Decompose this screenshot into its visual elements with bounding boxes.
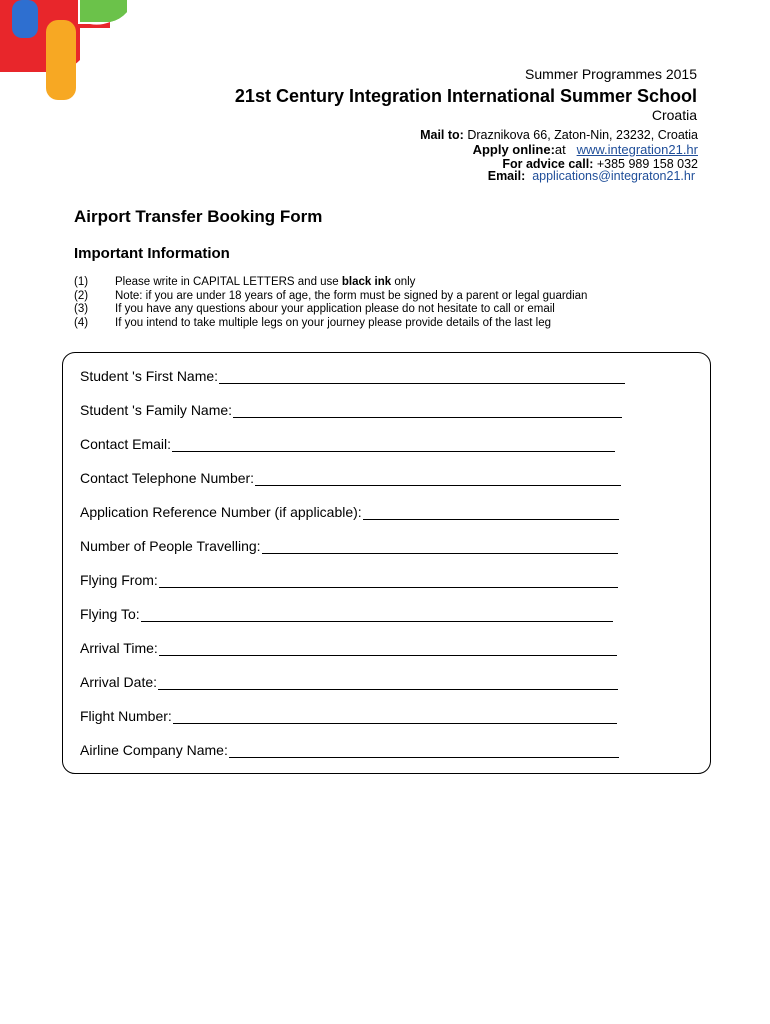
email-label: Email: [487, 169, 526, 183]
note-item [74, 303, 587, 317]
input-line[interactable] [172, 437, 615, 452]
field-label: Student 's First Name: [80, 368, 219, 384]
apply-line [473, 143, 698, 157]
note-number: (3) [74, 303, 89, 315]
field-label: Arrival Time: [80, 640, 158, 656]
input-line[interactable] [255, 471, 621, 486]
notes-list [74, 276, 587, 330]
field-label: Contact Telephone Number: [80, 470, 255, 486]
field-label: Airline Company Name: [80, 742, 228, 758]
field-label: Flying To: [80, 606, 140, 622]
contact-email-field[interactable] [80, 436, 615, 452]
apply-link[interactable]: www.integration21.hr [576, 142, 698, 157]
email-link[interactable]: applications@integraton21.hr [532, 169, 695, 183]
mail-line [420, 128, 698, 142]
family-name-field[interactable] [80, 402, 622, 418]
input-line[interactable] [229, 743, 619, 758]
input-line[interactable] [141, 607, 613, 622]
input-line[interactable] [233, 403, 622, 418]
mail-address: Draznikova 66, Zaton-Nin, 23232, Croatia [467, 128, 698, 142]
note-number: (1) [74, 276, 89, 288]
field-label: Arrival Date: [80, 674, 158, 690]
flying-from-field[interactable] [80, 572, 618, 588]
arrival-date-field[interactable] [80, 674, 618, 690]
flight-number-field[interactable] [80, 708, 617, 724]
field-label: Number of People Travelling: [80, 538, 261, 554]
input-line[interactable] [173, 709, 617, 724]
note-item [74, 290, 587, 304]
school-logo [0, 0, 135, 110]
note-text: Note: if you are under 18 years of age, the form must be signed by a parent or legal guardian [115, 289, 588, 302]
country: Croatia [651, 107, 697, 123]
input-line[interactable] [262, 539, 618, 554]
airline-name-field[interactable] [80, 742, 619, 758]
field-label: Application Reference Number (if applicable): [80, 504, 362, 520]
note-text: If you intend to take multiple legs on your journey please provide details of the last leg [115, 316, 551, 329]
application-reference-field[interactable] [80, 504, 619, 520]
input-line[interactable] [159, 573, 618, 588]
field-label: Student 's Family Name: [80, 402, 233, 418]
apply-label: Apply online: [472, 142, 555, 157]
people-travelling-field[interactable] [80, 538, 618, 554]
contact-phone-field[interactable] [80, 470, 621, 486]
note-number: (2) [74, 289, 89, 302]
advice-label: For advice call: [502, 157, 594, 171]
apply-at: at [554, 142, 566, 157]
field-label: Flying From: [80, 572, 158, 588]
note-item [74, 276, 587, 290]
mail-label: Mail to: [420, 128, 464, 142]
input-line[interactable] [363, 505, 619, 520]
advice-phone: +385 989 158 032 [596, 157, 698, 171]
arrival-time-field[interactable] [80, 640, 617, 656]
form-title: Airport Transfer Booking Form [74, 207, 323, 226]
input-line[interactable] [219, 369, 625, 384]
field-label: Flight Number: [80, 708, 172, 724]
note-text: If you have any questions abour your application please do not hesitate to call or email [115, 303, 555, 315]
first-name-field[interactable] [80, 368, 625, 384]
field-label: Contact Email: [80, 436, 172, 452]
note-number: (4) [74, 316, 89, 329]
input-line[interactable] [159, 641, 617, 656]
info-heading: Important Information [74, 245, 230, 262]
input-line[interactable] [158, 675, 618, 690]
note-text: Please write in CAPITAL LETTERS and use black ink only [115, 276, 416, 288]
note-item [74, 317, 587, 331]
flying-to-field[interactable] [80, 606, 613, 622]
school-name: 21st Century Integration International Summer School [234, 86, 697, 106]
email-line [488, 169, 695, 183]
programme-year: Summer Programmes 2015 [525, 66, 697, 82]
